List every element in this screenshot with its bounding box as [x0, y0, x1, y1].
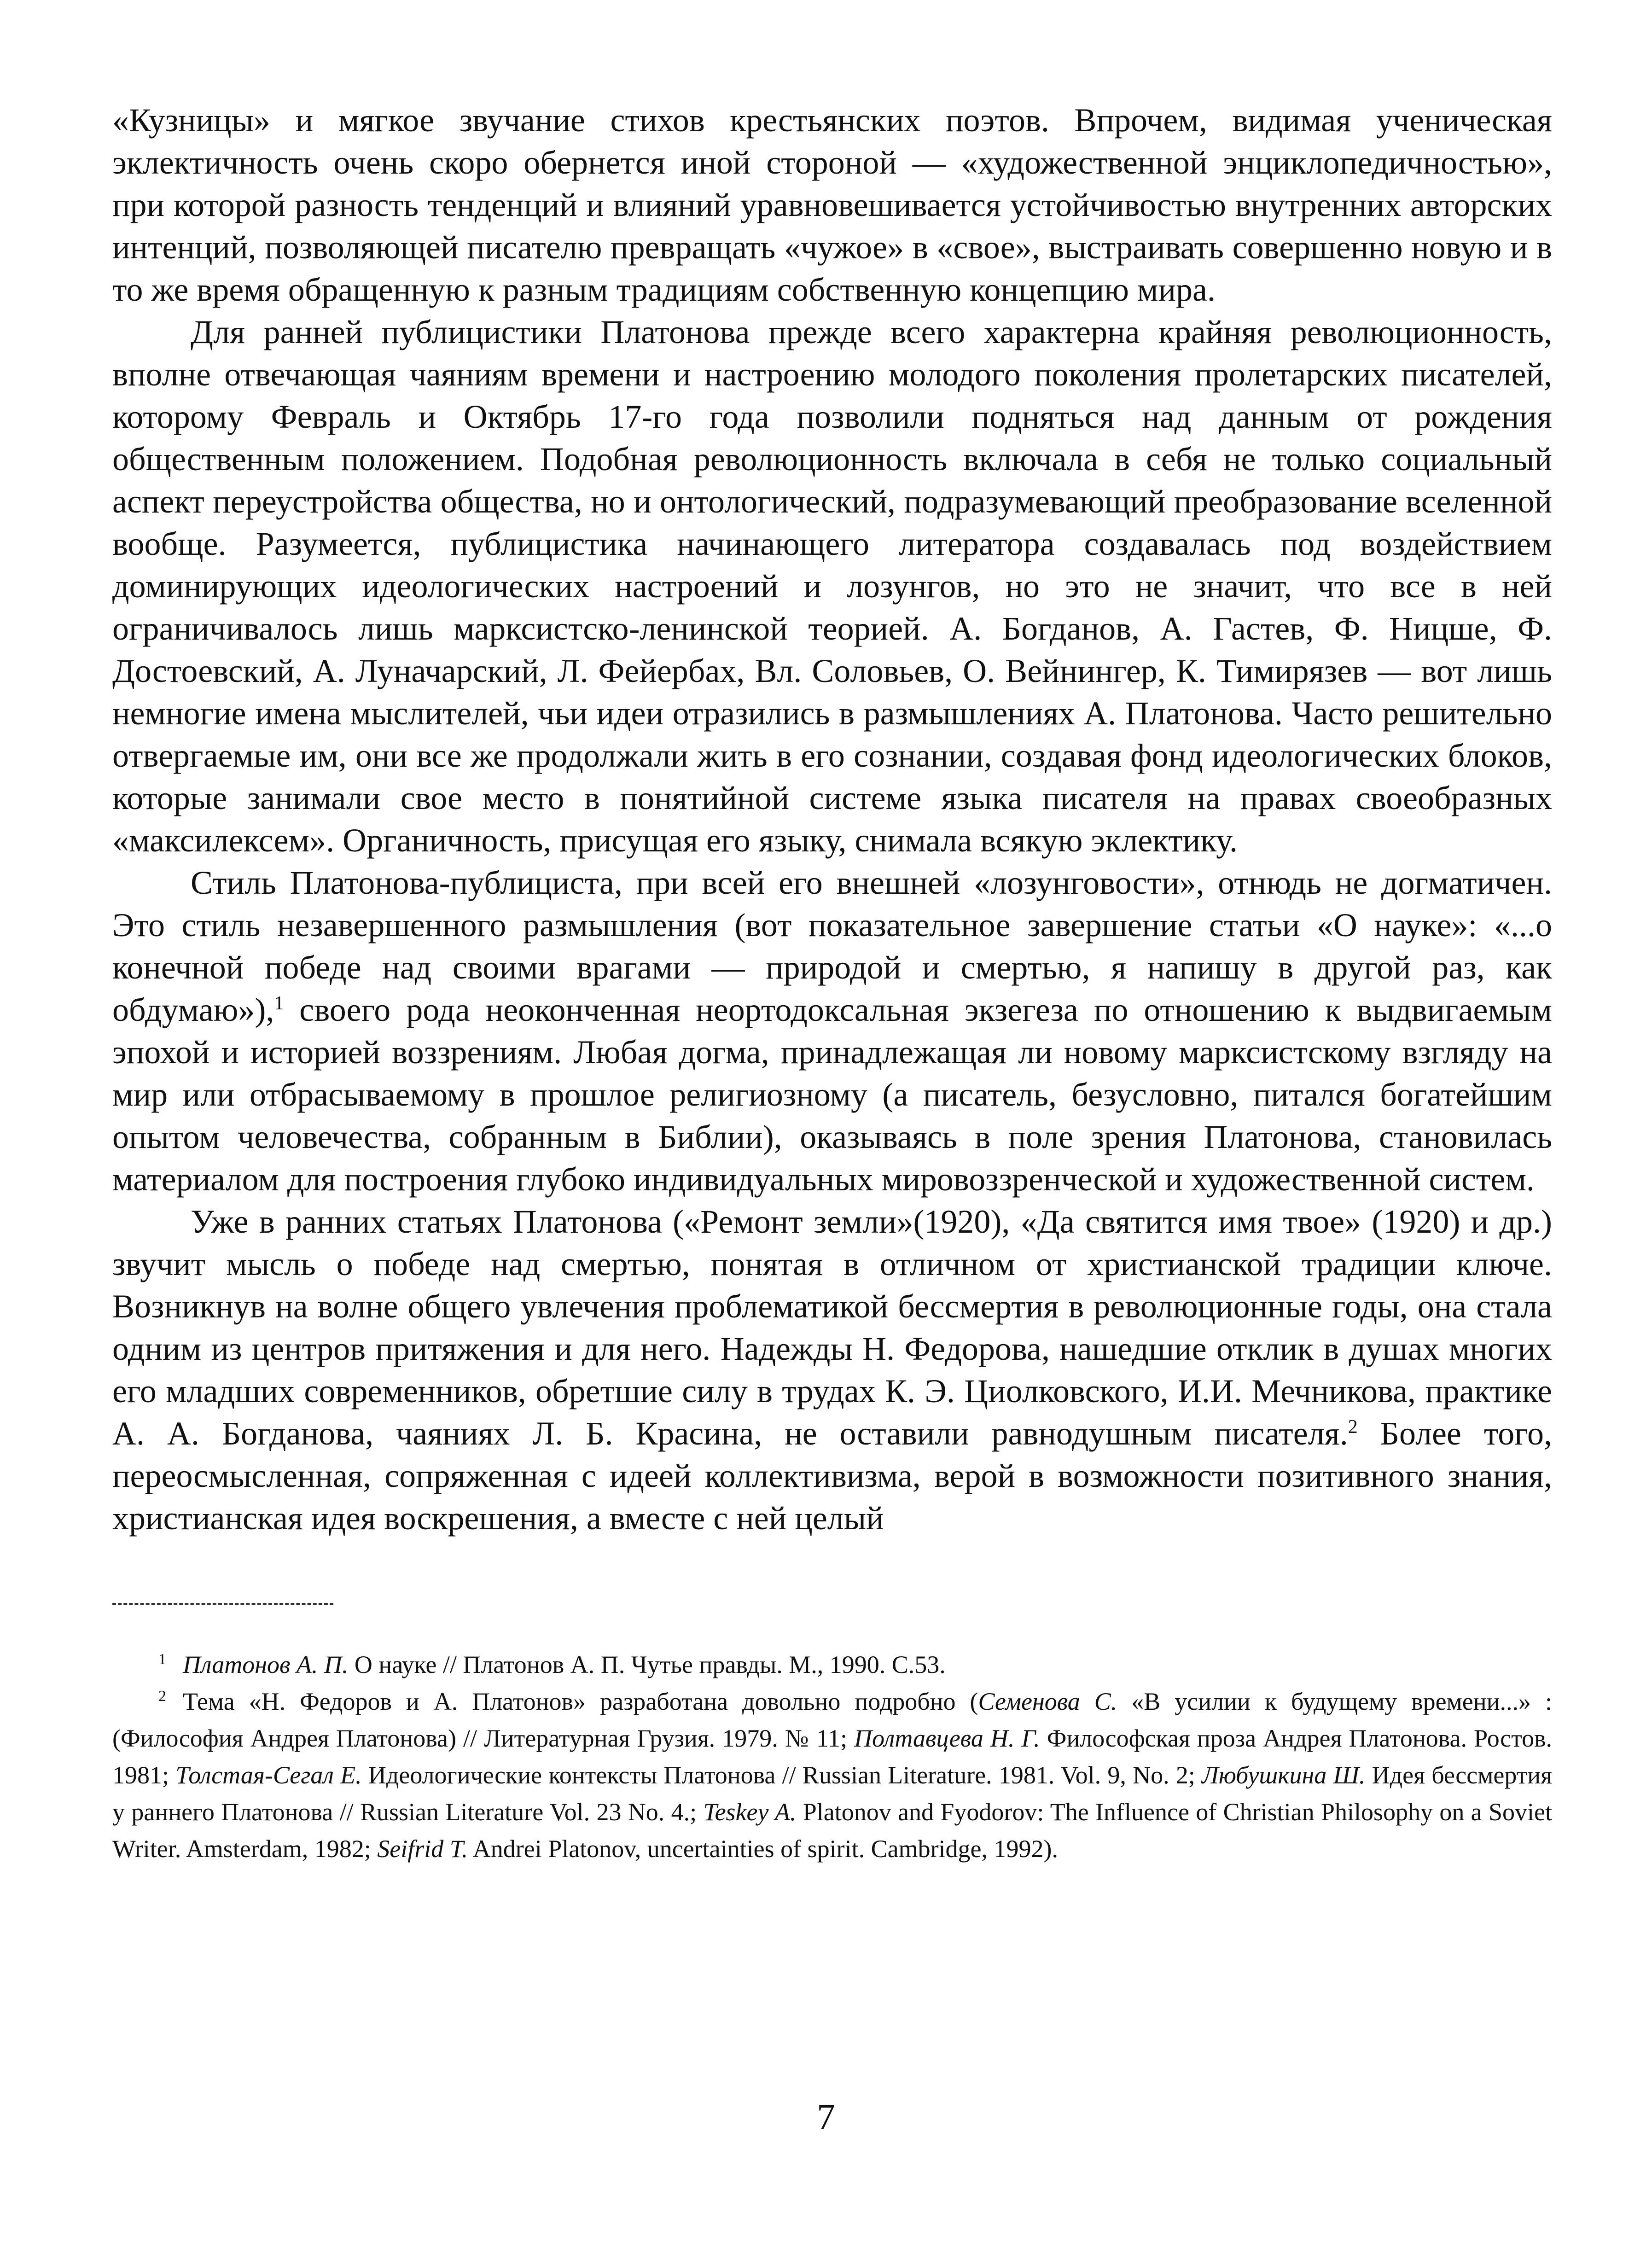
page-number: 7 — [817, 2097, 835, 2138]
footnote-text: Andrei Platonov, uncertainties of spirit. Cambridge, 1992). — [468, 1835, 1059, 1863]
citation-author: Толстая-Сегал Е. — [175, 1761, 362, 1789]
page-content — [112, 99, 1552, 1867]
citation-author: Teskey A. — [703, 1798, 797, 1826]
text-segment: Для ранней публицистики Платонова прежде всего характерна крайняя революционность, вполне отвечающая чаяниям времени и настроению молодого поколения пролетарских писателей, которому Февраль и Октябрь 17-го года позволили подняться над данным от рождения общественным положением. Подобная революционность включала в себя не только социальный аспект переустройства общества, но и онтологический, подразумевающий преобразование вселенной вообще. Разумеется, публицистика начинающего литератора создавалась под воздействием доминирующих идеологических настроений и лозунгов, но это не значит, что все в ней ограничивалось лишь марксистско-ленинской теорией. А. Богданов, А. Гастев, Ф. Ницше, Ф. Достоевский, А. Луначарский, Л. Фейербах, Вл. Соловьев, О. Вейнингер, К. Тимирязев — вот лишь немногие имена мыслителей, чьи идеи отразились в размышлениях А. Платонова. Часто решительно отвергаемые им, они все же продолжали жить в его сознании, создавая фонд идеологических блоков, которые занимали свое место в понятийной системе языка писателя на правах своеобразных «максилексем». Органичность, присущая его языку, снимала всякую эклектику. — [112, 314, 1552, 859]
citation-author: Seifrid T. — [377, 1835, 468, 1863]
footnote-reference: 2 — [1348, 1416, 1358, 1438]
text-segment: Более того, переосмысленная, сопряженная с идеей коллективизма, верой в возможности позитивного знания, христианская идея воскрешения, а вместе с ней целый — [112, 1415, 1552, 1537]
footnote-text: «В усилии к будущему времени...» : (Философия Андрея Платонова) // Литературная Грузия. 1979. № 11; — [112, 1688, 1552, 1752]
body-text — [112, 99, 1552, 1539]
text-segment: своего рода неоконченная неортодоксальная экзегеза по отношению к выдвигаемым эпохой и историей воззрениям. Любая догма, принадлежащая ли новому марксистскому взгляду на мир или отбрасываемому в прошлое религиозному (а писатель, безусловно, питался богатейшим опытом человечества, собранным в Библии), оказываясь в поле зрения Платонова, становилась материалом для построения глубоко индивидуальных мировоззренческой и художественной систем. — [112, 991, 1552, 1198]
footnote-text: Идеологические контексты Платонова // Russian Literature. 1981. Vol. 9, No. 2; — [361, 1761, 1202, 1789]
footnote-text: Тема «Н. Федоров и А. Платонов» разработана довольно подробно ( — [183, 1688, 978, 1715]
citation-author: Семенова С. — [978, 1688, 1117, 1715]
citation-author: Платонов А. П. — [183, 1651, 349, 1678]
text-segment: Уже в ранних статьях Платонова («Ремонт земли»(1920), «Да святится имя твое» (1920) и др.) звучит мысль о победе над смертью, понятая в отличном от христианской традиции ключе. Возникнув на волне общего увлечения проблематикой бессмертия в революционные годы, она стала одним из центров притяжения и для него. Надежды Н. Федорова, нашедшие отклик в душах многих его младших современников, обретшие силу в трудах К. Э. Циолковского, И.И. Мечникова, практике А. А. Богданова, чаяниях Л. Б. Красина, не оставили равнодушным писателя. — [112, 1203, 1552, 1452]
body-paragraph — [112, 1200, 1552, 1539]
footnote-text: Философская проза Андрея Платонова. Ростов. 1981; — [112, 1724, 1552, 1789]
citation-author: Полтавцева Н. Г. — [854, 1724, 1040, 1752]
citation-author: Любушкина Ш. — [1202, 1761, 1366, 1789]
body-paragraph — [112, 311, 1552, 862]
footnote-text: Platonov and Fyodorov: The Influence of Christian Philosophy on a Soviet Writer. Amsterdam, 1982; — [112, 1798, 1552, 1863]
footnote-text: Идея бессмертия у раннего Платонова // Russian Literature Vol. 23 No. 4.; — [112, 1761, 1552, 1826]
footnote-number: 1 — [158, 1651, 166, 1668]
footnote-separator — [112, 1603, 333, 1605]
footnote-reference: 1 — [274, 993, 284, 1014]
text-segment: «Кузницы» и мягкое звучание стихов крестьянских поэтов. Впрочем, видимая ученическая эклектичность очень скоро обернется иной стороной — «художественной энциклопедичностью», при которой разность тенденций и влияний уравновешивается устойчивостью внутренних авторских интенций, позволяющей писателю превращать «чужое» в «свое», выстраивать совершенно новую и в то же время обращенную к разным традициям собственную концепцию мира. — [112, 102, 1552, 308]
footnote — [112, 1683, 1552, 1867]
footnote-number: 2 — [158, 1688, 166, 1705]
text-segment: Стиль Платонова-публициста, при всей его внешней «лозунговости», отнюдь не догматичен. Это стиль незавершенного размышления (вот показательное завершение статьи «О науке»: «...о конечной победе над своими врагами — природой и смертью, я напишу в другой раз, как обдумаю»), — [112, 864, 1552, 1028]
footnote-text: О науке // Платонов А. П. Чутье правды. М., 1990. С.53. — [348, 1651, 946, 1678]
footnote — [112, 1646, 1552, 1683]
body-paragraph — [112, 862, 1552, 1200]
body-paragraph — [112, 99, 1552, 311]
footnotes — [112, 1646, 1552, 1867]
